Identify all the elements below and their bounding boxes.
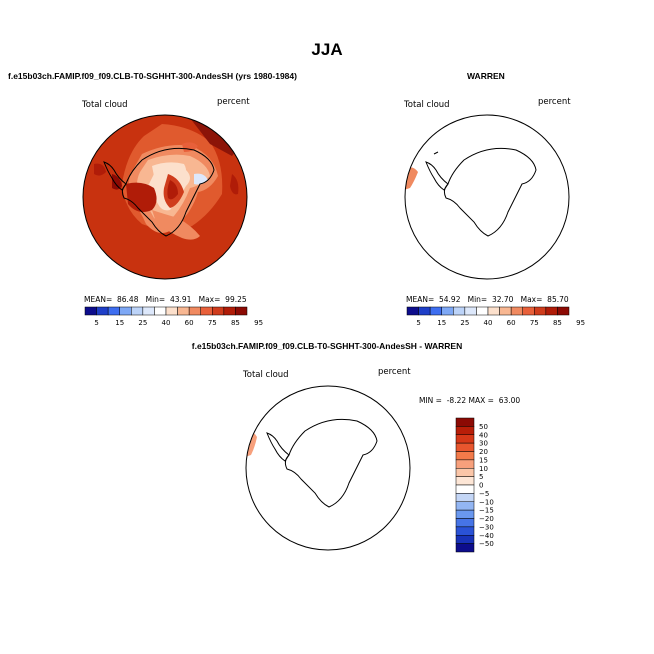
panel-1-colorbar-cell [212, 307, 224, 315]
panel-2-colorbar-tick-label: 25 [460, 319, 470, 327]
panel-3-colorbar-tick-label: −40 [479, 531, 494, 540]
panel-1-title: f.e15b03ch.FAMIP.f09_f09.CLB-T0-SGHHT-300-AndesSH (yrs 1980-1984) [8, 71, 297, 81]
panel-1-colorbar-tick-label: 40 [161, 319, 171, 327]
panel-1-colorbar-cell [85, 307, 97, 315]
panel-2-stats: MEAN= 54.92 Min= 32.70 Max= 85.70 [406, 295, 569, 304]
panel-2-colorbar-cell [511, 307, 523, 315]
page-title: JJA [311, 40, 343, 59]
panel-1-colorbar-tick-label: 25 [138, 319, 148, 327]
panel-3-colorbar-tick-label: 15 [479, 456, 488, 465]
panel-2-colorbar-cell [453, 307, 465, 315]
panel-3-colorbar-tick-label: 50 [479, 422, 488, 431]
panel-1-colorbar-cell [154, 307, 166, 315]
panel-1-stats: MEAN= 86.48 Min= 43.91 Max= 99.25 [84, 295, 247, 304]
panel-2-colorbar-tick-label: 60 [506, 319, 516, 327]
panel-2-colorbar-tick-label: 40 [483, 319, 493, 327]
panel-1-colorbar-tick-label: 15 [115, 319, 125, 327]
panel-3-colorbar-tick-label: 20 [479, 448, 488, 456]
panel-3-colorbar-tick-label: 30 [479, 439, 488, 448]
panel-1-colorbar-tick-label: 95 [254, 319, 264, 327]
panel-3-colorbar-tick-label: 5 [479, 473, 484, 482]
panel-1-colorbar-cell [108, 307, 120, 315]
panel-1-colorbar-cell [143, 307, 155, 315]
panel-2-colorbar-cell [534, 307, 546, 315]
panel-2-colorbar-cell [557, 307, 569, 315]
panel-1-colorbar [84, 306, 264, 328]
panel-3-colorbar-cell [456, 426, 474, 434]
panel-3-colorbar-cell [456, 510, 474, 518]
panel-2-colorbar-tick-label: 5 [416, 319, 421, 327]
panel-2-colorbar-tick-label: 15 [437, 319, 447, 327]
panel-2-title: WARREN [467, 71, 505, 81]
panel-3-colorbar-tick-label: −5 [479, 489, 490, 498]
panel-3-colorbar-cell [456, 535, 474, 543]
panel-1-colorbar-tick-label: 5 [94, 319, 99, 327]
panel-3-colorbar-cell [456, 493, 474, 501]
panel-3-colorbar-cell [456, 452, 474, 460]
panel-1-colorbar-cell [131, 307, 143, 315]
panel-3-colorbar-cell [456, 502, 474, 510]
panel-3-colorbar-tick-label: −15 [479, 506, 494, 515]
panel-3-colorbar-tick-label: −30 [479, 523, 494, 532]
panel-2-colorbar-cell [523, 307, 535, 315]
panel-2-colorbar-cell [430, 307, 442, 315]
panel-1-colorbar-cell [201, 307, 213, 315]
panel-2-colorbar-cell [546, 307, 558, 315]
panel-3-colorbar-tick-label: 10 [479, 464, 488, 473]
panel-3-colorbar-cell [456, 544, 474, 552]
panel-3-variable-label: Total cloud [243, 370, 289, 380]
panel-3-stats: MIN = -8.22 MAX = 63.00 [419, 396, 521, 405]
panel-1-variable-label: Total cloud [82, 100, 128, 110]
panel-3-colorbar [455, 417, 525, 553]
panel-1-colorbar-cell [178, 307, 190, 315]
panel-2-colorbar-tick-label: 85 [552, 319, 562, 327]
panel-3-colorbar-cell [456, 477, 474, 485]
panel-2-colorbar-cell [465, 307, 477, 315]
panel-1-colorbar-cell [97, 307, 109, 315]
panel-3-colorbar-cell [456, 443, 474, 451]
panel-2-variable-label: Total cloud [404, 100, 450, 110]
panel-1-colorbar-cell [189, 307, 201, 315]
panel-2-colorbar-cell [488, 307, 500, 315]
panel-3-colorbar-tick-label: −10 [479, 498, 494, 507]
panel-3-polar-map [245, 385, 411, 551]
panel-1-colorbar-tick-label: 75 [207, 319, 217, 327]
panel-2-colorbar-cell [419, 307, 431, 315]
panel-1-colorbar-cell [120, 307, 132, 315]
panel-1-units-label: percent [217, 97, 250, 107]
panel-3-colorbar-cell [456, 435, 474, 443]
panel-3-colorbar-cell [456, 468, 474, 476]
panel-1-colorbar-tick-label: 85 [230, 319, 240, 327]
panel-3-units-label: percent [378, 367, 411, 377]
panel-3-colorbar-tick-label: 40 [479, 431, 488, 440]
panel-1-colorbar-cell [235, 307, 247, 315]
panel-1-colorbar-cell [224, 307, 236, 315]
panel-2-colorbar-cell [442, 307, 454, 315]
panel-2-units-label: percent [538, 97, 571, 107]
panel-2-colorbar-cell [476, 307, 488, 315]
panel-1-colorbar-cell [166, 307, 178, 315]
panel-2-colorbar-cell [407, 307, 419, 315]
panel-2-colorbar [406, 306, 586, 328]
panel-3-colorbar-cell [456, 519, 474, 527]
panel-3-colorbar-tick-label: 0 [479, 481, 484, 490]
panel-2-polar-map [404, 114, 570, 280]
panel-2-colorbar-cell [500, 307, 512, 315]
panel-3-colorbar-tick-label: −20 [479, 515, 494, 523]
panel-3-colorbar-cell [456, 418, 474, 426]
panel-3-colorbar-cell [456, 460, 474, 468]
panel-1-colorbar-tick-label: 60 [184, 319, 194, 327]
panel-3-colorbar-cell [456, 485, 474, 493]
panel-1-polar-map [82, 114, 248, 280]
panel-3-title: f.e15b03ch.FAMIP.f09_f09.CLB-T0-SGHHT-300-AndesSH - WARREN [191, 341, 463, 351]
panel-3-colorbar-tick-label: −50 [479, 540, 494, 549]
panel-2-colorbar-tick-label: 75 [529, 319, 539, 327]
panel-3-colorbar-cell [456, 527, 474, 535]
panel-2-colorbar-tick-label: 95 [576, 319, 586, 327]
